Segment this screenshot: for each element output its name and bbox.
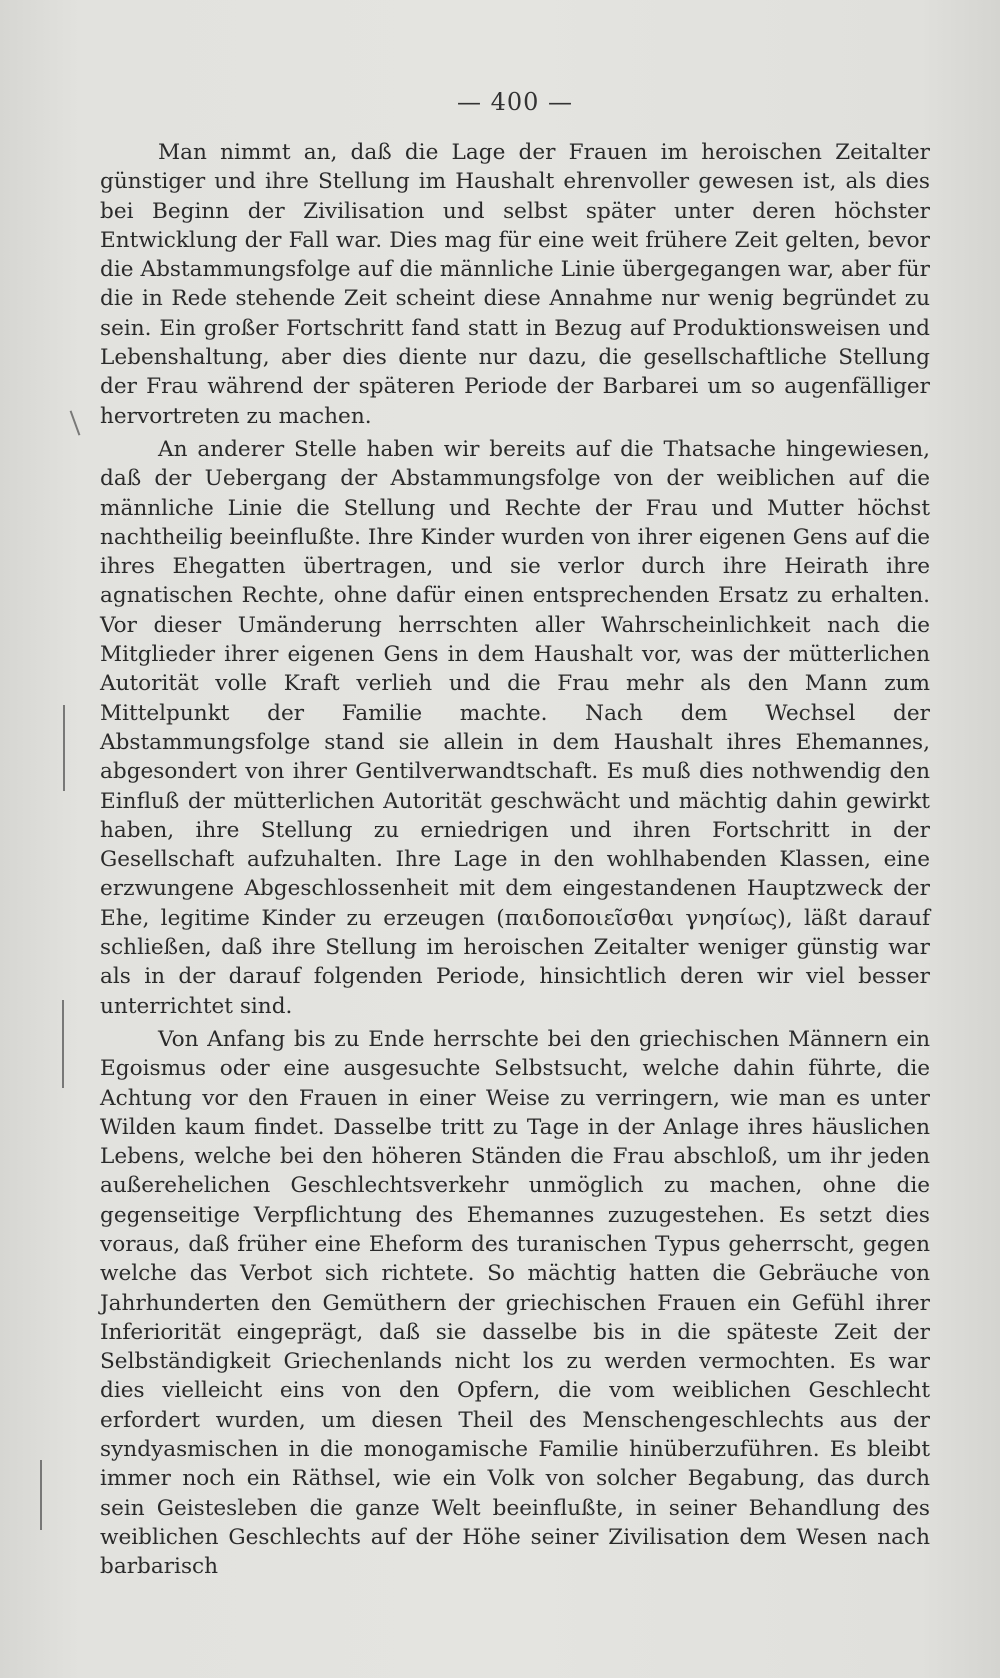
paragraph-3: Von Anfang bis zu Ende herrschte bei den griechischen Männern ein Egoismus oder eine ausgesuchte Selbstsucht, welche dahin führte, die Achtung vor den Frauen in einer Weise zu verringern, wie man es unter Wilden kaum findet. Dasselbe tritt zu Tage in der Anlage ihres häuslichen Lebens, welche bei den höheren Ständen die Frau abschloß, um ihr jeden außerehelichen Geschlechtsverkehr unmöglich zu machen, ohne die gegenseitige Verpflichtung des Ehemannes zuzugestehen. Es setzt dies voraus, daß früher eine Eheform des turanischen Typus geherrscht, gegen welche das Verbot sich richtete. So mächtig hatten die Gebräuche von Jahrhunderten den Gemüthern der griechischen Frauen ein Gefühl ihrer Inferiorität eingeprägt, daß sie dasselbe bis in die späteste Zeit der Selbständigkeit Griechenlands nicht los zu werden vermochten. Es war dies vielleicht eins von den Opfern, die vom weiblichen Geschlecht erfordert wurden, um diesen Theil des Menschengeschlechts aus der syndyasmischen in die monogamische Familie hinüberzuführen. Es bleibt immer noch ein Räthsel, wie ein Volk von solcher Begabung, das durch sein Geistesleben die ganze Welt beeinflußte, in seiner Behandlung des weiblichen Geschlechts auf der Höhe seiner Zivilisation dem Wesen nach barbarisch xyxy=(100,1026,930,1580)
margin-line-mark-1 xyxy=(63,705,65,791)
paragraph-1: Man nimmt an, daß die Lage der Frauen im heroischen Zeitalter günstiger und ihre Stellung im Haushalt ehrenvoller gewesen ist, als dies bei Beginn der Zivilisation und selbst später unter deren höchster Entwicklung der Fall war. Dies mag für eine weit frühere Zeit gelten, bevor die Abstammungsfolge auf die männliche Linie übergegangen war, aber für die in Rede stehende Zeit scheint diese Annahme nur wenig begründet zu sein. Ein großer Fortschritt fand statt in Bezug auf Produktionsweisen und Lebenshaltung, aber dies diente nur dazu, die gesellschaftliche Stellung der Frau während der späteren Periode der Barbarei um so augenfälliger hervortreten zu machen. xyxy=(100,140,930,429)
margin-line-mark-3 xyxy=(40,1460,42,1530)
page-number: — 400 — xyxy=(456,88,574,116)
margin-line-mark-2 xyxy=(62,1000,64,1088)
paragraph-2: An anderer Stelle haben wir bereits auf die Thatsache hingewiesen, daß der Uebergang der Abstammungsfolge von der weiblichen auf die männliche Linie die Stellung und Rechte der Frau und Mutter höchst nachtheilig beeinflußte. Ihre Kinder wurden von ihrer eigenen Gens auf die ihres Ehegatten übertragen, und sie verlor durch ihre Heirath ihre agnatischen Rechte, ohne dafür einen entsprechenden Ersatz zu erhalten. Vor dieser Umänderung herrschten aller Wahrscheinlichkeit nach die Mitglieder ihrer eigenen Gens in dem Haushalt vor, was der mütterlichen Autorität volle Kraft verlieh und die Frau mehr als den Mann zum Mittelpunkt der Familie machte. Nach dem Wechsel der Abstammungsfolge stand sie allein in dem Haushalt ihres Ehemannes, abgesondert von ihrer Gentilverwandtschaft. Es muß dies nothwendig den Einfluß der mütterlichen Autorität geschwächt und mächtig dahin gewirkt haben, ihre Stellung zu erniedrigen und ihren Fortschritt in der Gesellschaft aufzuhalten. Ihre Lage in den wohlhabenden Klassen, eine erzwungene Abgeschlossenheit mit dem eingestandenen Hauptzweck der Ehe, legitime Kinder zu erzeugen (παιδοποιεῖσθαι γνησίως), läßt darauf schließen, daß ihre Stellung im heroischen Zeitalter weniger günstig war als in der darauf folgenden Periode, hinsichtlich deren wir viel besser unterrichtet sind. xyxy=(100,436,930,1019)
margin-slash-mark xyxy=(70,410,81,435)
